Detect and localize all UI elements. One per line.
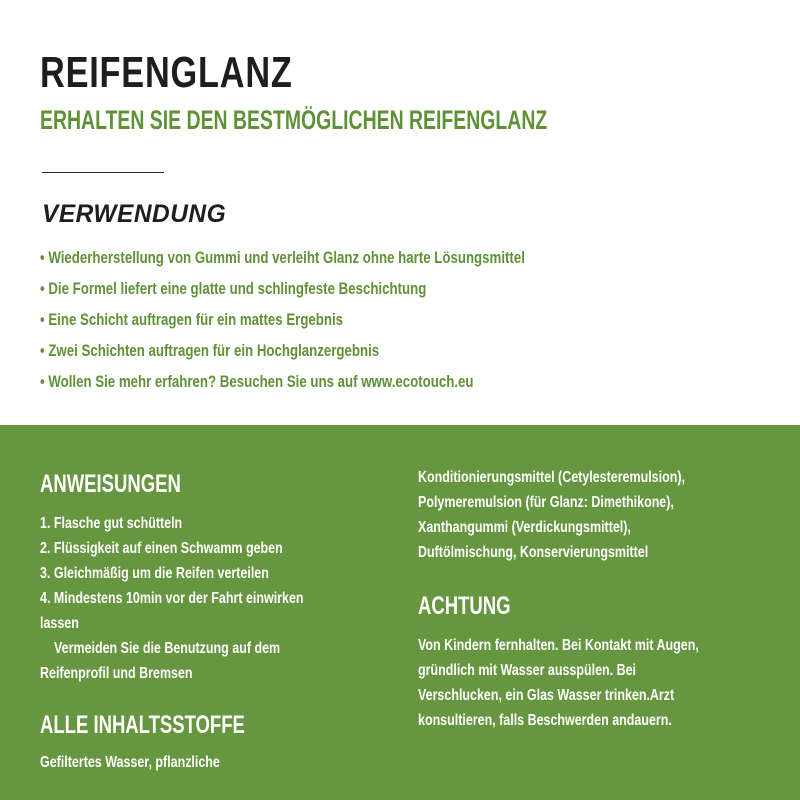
warning-line: Verschlucken, ein Glas Wasser trinken.Arzt — [418, 687, 675, 704]
usage-item: • Wiederherstellung von Gummi und verleiht Glanz ohne harte Lösungsmittel — [40, 248, 525, 267]
ingredients-line: Polymeremulsion (für Glanz: Dimethikone), — [418, 494, 674, 511]
ingredients-line: Konditionierungsmittel (Cetylesteremulsion), — [418, 469, 685, 486]
usage-list — [40, 244, 662, 399]
usage-item: • Zwei Schichten auftragen für ein Hochglanzergebnis — [40, 341, 380, 360]
usage-item-website: • Wollen Sie mehr erfahren? Besuchen Sie uns auf www.ecotouch.eu — [40, 372, 474, 391]
warning-line: konsultieren, falls Beschwerden andauern. — [418, 712, 672, 729]
instruction-line: 1. Flasche gut schütteln — [40, 515, 183, 532]
instruction-note: Vermeiden Sie die Benutzung auf dem — [54, 640, 281, 657]
instruction-line: lassen — [40, 615, 79, 632]
warning-heading: ACHTUNG — [418, 592, 511, 620]
instruction-line: 3. Gleichmäßig um die Reifen verteilen — [40, 565, 269, 582]
usage-heading: VERWENDUNG — [42, 200, 227, 228]
info-panel — [0, 425, 800, 800]
instructions-heading: ANWEISUNGEN — [40, 470, 181, 498]
ingredients-line: Gefiltertes Wasser, pflanzliche — [40, 754, 220, 771]
page-title: REIFENGLANZ — [40, 48, 293, 97]
warning-section — [418, 591, 778, 733]
ingredients-section — [40, 710, 317, 775]
ingredients-continued — [418, 465, 760, 565]
instruction-note: Reifenprofil und Bremsen — [40, 665, 193, 682]
usage-item: • Die Formel liefert eine glatte und schlingfeste Beschichtung — [40, 279, 427, 298]
instruction-line: 4. Mindestens 10min vor der Fahrt einwirken — [40, 590, 304, 607]
instruction-line: 2. Flüssigkeit auf einen Schwamm geben — [40, 540, 283, 557]
ingredients-line: Xanthangummi (Verdickungsmittel), — [418, 519, 631, 536]
title-divider — [42, 172, 164, 173]
warning-line: Von Kindern fernhalten. Bei Kontakt mit Augen, — [418, 637, 699, 654]
ingredients-heading: ALLE INHALTSSTOFFE — [40, 711, 245, 739]
ingredients-line: Duftölmischung, Konservierungsmittel — [418, 544, 649, 561]
usage-item: • Eine Schicht auftragen für ein mattes Ergebnis — [40, 310, 344, 329]
page-subtitle: ERHALTEN SIE DEN BESTMÖGLICHEN REIFENGLANZ — [40, 105, 548, 135]
instructions-section — [40, 469, 378, 686]
warning-line: gründlich mit Wasser ausspülen. Bei — [418, 662, 636, 679]
